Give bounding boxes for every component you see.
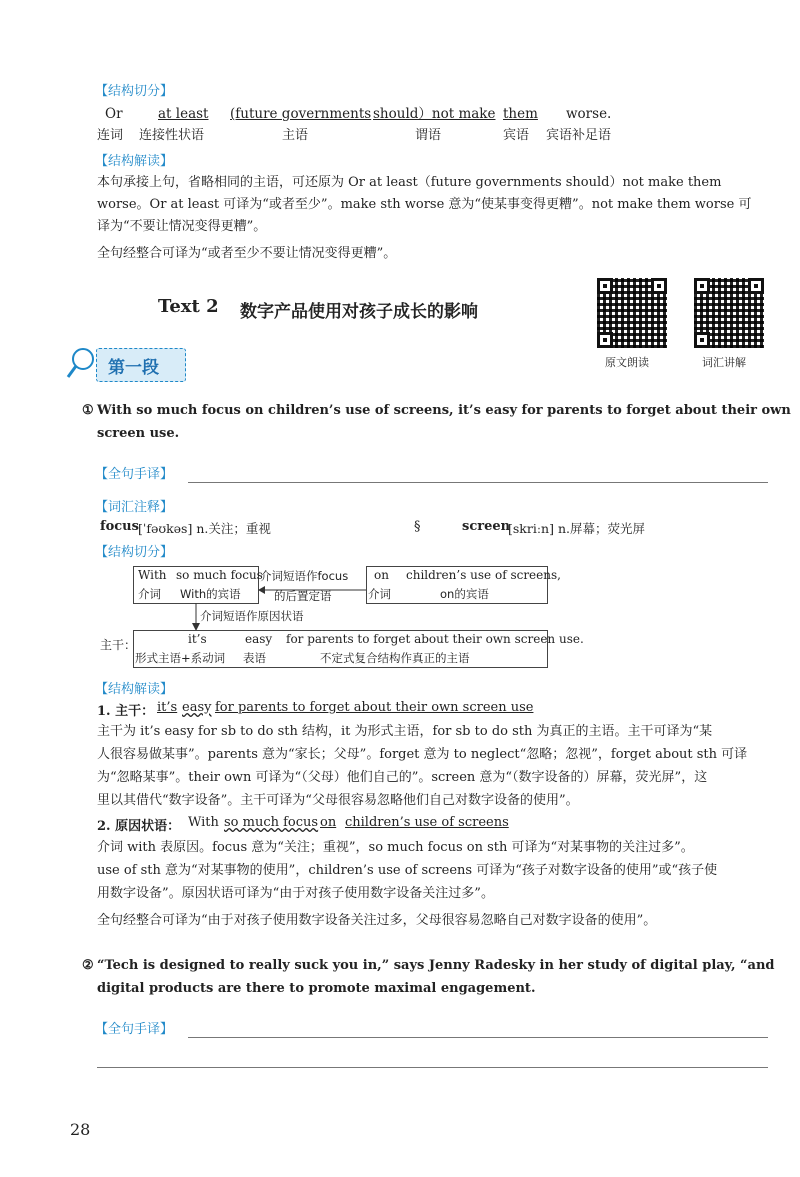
sentence-text: digital products are there to promote maximal engagement. (97, 981, 536, 996)
qr-code-vocab[interactable] (694, 278, 764, 348)
split-word: at least (158, 106, 209, 122)
split-role: 主语 (282, 128, 309, 143)
qr-label-audio: 原文朗读 (605, 356, 649, 369)
box-word: children’s use of screens, (406, 568, 561, 582)
explain-line: 用数字设备”。原因状语可译为“由于对孩子使用数字设备关注过多”。 (97, 886, 494, 901)
answer-line[interactable] (97, 1066, 768, 1068)
full-translation-label: 【全句手译】 (95, 467, 174, 482)
explain-line: 里以其借代“数字设备”。主干可译为“父母很容易忽略他们自己对数字设备的使用”。 (97, 793, 579, 808)
text-number: Text 2 (158, 296, 219, 317)
explain-part: easy (182, 700, 212, 715)
sentence-number: ② (82, 958, 94, 973)
split-word: should）not make (373, 106, 496, 122)
explain-part: it’s (157, 700, 178, 715)
text-title: 数字产品使用对孩子成长的影响 (240, 302, 478, 322)
box-word: easy (245, 632, 273, 646)
structure-explain-label: 【结构解读】 (95, 682, 174, 697)
explain-line: 人很容易做某事”。parents 意为“家长；父母”。forget 意为 to neglect“忽略；忽视”，forget about sth 可译 (97, 747, 748, 762)
explain-summary: 全句经整合可译为“由于对孩子使用数字设备关注过多，父母很容易忽略自己对数字设备的使用”。 (97, 913, 657, 928)
explain-summary: 全句经整合可译为“或者至少不要让情况变得更糟”。 (97, 246, 397, 261)
explain-heading: 2. 原因状语： (97, 819, 181, 834)
split-word: them (503, 106, 538, 122)
vocab-definition: [skriːn] n.屏幕；荧光屏 (508, 521, 645, 536)
main-clause-label: 主干： (100, 638, 137, 652)
structure-explain-label: 【结构解读】 (95, 154, 174, 169)
vocab-definition: [ˈfəʊkəs] n.关注；重视 (138, 521, 271, 536)
explain-line: use of sth 意为“对某事物的使用”，children’s use of screens 可译为“孩子对数字设备的使用”或“孩子使 (97, 863, 718, 878)
sentence-text: screen use. (97, 426, 180, 441)
sentence-text: “Tech is designed to really suck you in,” says Jenny Radesky in her study of digital play, “and (97, 958, 775, 973)
box-role: 介词 (368, 587, 391, 601)
split-role: 连词 (97, 128, 124, 143)
sentence-text: With so much focus on children’s use of screens, it’s easy for parents to forget about their own (97, 403, 791, 418)
box-word: on (374, 568, 389, 582)
explain-part: so much focus (224, 815, 319, 830)
explain-part: on (320, 815, 337, 830)
qr-code-audio[interactable] (597, 278, 667, 348)
diagram-note: 的后置定语 (274, 589, 332, 603)
explain-line: 主干为 it’s easy for sb to do sth 结构，it 为形式主语，for sb to do sth 为真正的主语。主干可译为“某 (97, 724, 713, 739)
structure-split-label: 【结构切分】 (95, 84, 174, 99)
full-translation-label: 【全句手译】 (95, 1022, 174, 1037)
explain-part: With (188, 815, 219, 830)
answer-line[interactable] (188, 481, 768, 483)
explain-line: 介词 with 表原因。focus 意为“关注；重视”，so much focus on sth 可译为“对某事物的关注过多”。 (97, 840, 694, 855)
page-number: 28 (70, 1120, 91, 1139)
vocab-separator: § (414, 519, 421, 534)
explain-line: 为“忽略某事”。their own 可译为“（父母）他们自己的”。screen 意为“（数字设备的）屏幕，荧光屏”，这 (97, 770, 708, 785)
explain-part: children’s use of screens (345, 815, 509, 830)
vocab-label: 【词汇注释】 (95, 500, 174, 515)
qr-label-vocab: 词汇讲解 (702, 356, 746, 369)
split-role: 宾语 (503, 128, 530, 143)
box-role: 介词 (138, 587, 161, 601)
diagram-note: 介词短语作focus (260, 569, 349, 583)
structure-split-label: 【结构切分】 (95, 545, 174, 560)
box-word: so much focus (176, 568, 263, 582)
section-title: 第一段 (108, 358, 159, 378)
answer-line[interactable] (188, 1036, 768, 1038)
explain-line: worse。Or at least 可译为“或者至少”。make sth worse 意为“使某事变得更糟”。not make them worse 可 (97, 197, 752, 212)
diagram-arrow (258, 580, 368, 590)
split-word: Or (105, 106, 123, 122)
split-role: 谓语 (415, 128, 442, 143)
split-role: 连接性状语 (139, 128, 205, 143)
box-role: 形式主语+系动词 (135, 651, 226, 665)
box-word: it’s (188, 632, 207, 646)
box-role: 不定式复合结构作真正的主语 (320, 651, 470, 665)
split-role: 宾语补足语 (546, 128, 612, 143)
explain-line: 译为“不要让情况变得更糟”。 (97, 219, 267, 234)
box-word: With (138, 568, 167, 582)
box-role: on的宾语 (440, 587, 489, 601)
diagram-note: 介词短语作原因状语 (200, 609, 304, 623)
explain-heading: 1. 主干： (97, 704, 155, 719)
vocab-word: screen (462, 519, 511, 534)
explain-part: for parents to forget about their own screen use (215, 700, 534, 715)
magnifier-icon (66, 346, 90, 370)
box-word: for parents to forget about their own screen use. (286, 632, 584, 646)
split-word: (future governments (230, 106, 372, 122)
box-role: 表语 (243, 651, 266, 665)
box-role: With的宾语 (180, 587, 241, 601)
vocab-word: focus (100, 519, 139, 534)
sentence-number: ① (82, 403, 94, 418)
explain-line: 本句承接上句，省略相同的主语，可还原为 Or at least（future governments should）not make them (97, 175, 722, 190)
split-word: worse. (566, 106, 612, 122)
